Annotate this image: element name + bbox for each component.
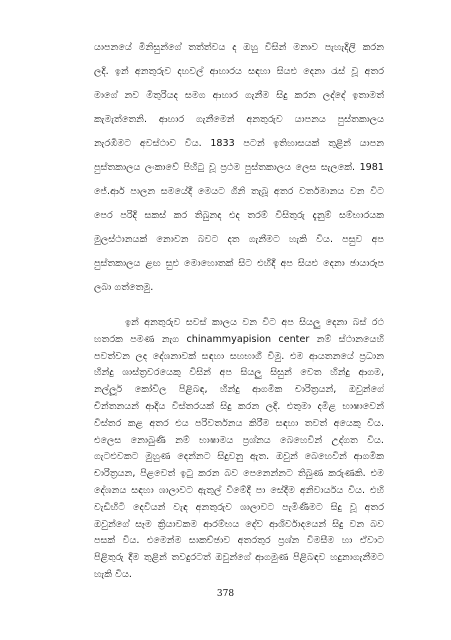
paragraph-line: පිළිතුරු දීම තුළින් තවදුරටත් ඔවුන්ගේ ආගමුණ පිළිබඳව හදුනාගැනීමට — [94, 552, 384, 564]
paragraph-line: පවත්වන ලද දේශනාවක් සඳහා සහභාගී වීමු. එම ආයතනයේ ප්‍රධාන — [94, 350, 384, 362]
paragraph-line: නැරඹීමට අවස්ථාව විය. 1833 පටන් ඉතිහාසයක් තුළින් යාපන — [94, 138, 384, 149]
paragraph-line: විස්තර කළ අතර එය පරිවර්තනය කිරීම සඳහා තවත් අයෙකු විය. — [94, 417, 384, 429]
paragraph-line: ජේ.ආර් පාලන සමයේදී මෙයට ගිනි තැබූ අතර වර්තමානය වන විට — [94, 186, 384, 197]
paragraph-line: යාපනයේ මිනිසුන්ගේ තත්ත්වය ද ඔහු විසින් මනාව පැහැදිලි කරන — [94, 42, 384, 53]
paragraph-line: ලදි. ඉන් අනතුරුව දහවල් ආහාරය සඳහා සියළු දෙනා රැස් වූ අතර — [94, 66, 384, 77]
paragraph-line: ලබා ගත්තෙමු. — [94, 282, 154, 293]
paragraph-line: පුස්තකාලය ලංකාවේ පිහිටු වූ ප්‍රථම පුස්තකාලය ලෙස සැලකේ. 1981 — [94, 162, 384, 173]
paragraph-line: කැමැත්තෙනි. ආහාර ගැනීමෙන් අනතුරුව යාපනය පුස්තකාලය — [94, 114, 384, 125]
paragraph-line: පුස්තකාලය ළඟ සුළු මොහොතක් සිට එහිදී අප සියළු දෙනා ඡායාරූප — [94, 258, 384, 269]
paragraph-line: මුලස්ථානයක් නොවන බවට දත ගැනීමට හැකි විය. පසුව අප — [94, 234, 384, 245]
paragraph-line: ඔවුන්ගේ සෑම ක්‍රියාවකම ආරම්භය දේව ආශිර්වාදයෙන් සිදු වන බව — [94, 518, 384, 530]
paragraph-line: එලෙස නොබුණි නම් භාෂාමය ප්‍රශ්නය බෙහෙවින් උද්ගත විය. — [94, 434, 384, 446]
page-number: 378 — [216, 589, 235, 599]
paragraph-line: චාරිත්‍රයන, පිළවෙත් ඉටු කරන බව පෙනෙන්නට තිබුණ කරුණකි. එම — [94, 468, 384, 480]
paragraph-line: වැඩිහිටි දෙවියන් වැඳ අනතුරුව ශාලාවට පැමිණීමට සිදු වූ අතර — [94, 501, 384, 513]
paragraph-line: ඉන් අනතුරුව සවස් කාලය වන විට අප සියලු දෙනා බස් රථ — [125, 317, 384, 328]
paragraph-line: නල්ලූර් කෝවිල පිළිබඳ, හින්දු ආගමික චාරිත්‍රයන්, ඔවුන්ගේ — [94, 384, 384, 396]
paragraph-line: දේශනය සඳහා ශාලාවට ඇතුල් වීමේදී පා සේදීම අනිවාර්යය විය. එහි — [94, 485, 384, 496]
paragraph-line: පසක් විය. එමෙන්ම සාකච්ඡාව අතරතුර ප්‍රශ්න විමසීම හා ඒවාට — [94, 535, 384, 547]
paragraph-line: හැකි විය. — [94, 569, 132, 580]
paragraph-line: මාගේ නව මිතුරියද සමග ආහාර ගැනීම සිදු කරන ලද්දේ ඉතාමත් — [94, 90, 384, 101]
paragraph-line: හින්දු ශාස්ත්‍රවරයෙකු විසින් අප සියලු සිසුන් වෙත හින්දු ආගම, — [94, 367, 384, 379]
paragraph-line: හතරක පමණ නැග chinammyapision center නම් ස්ථානයෙහි — [94, 333, 384, 345]
paragraph-line: ගැටළුවකට මුහුණ දෙන්නට සිදුවනු ඇත. ඔවුන් බෙහෙවින් ආගමික — [94, 451, 384, 463]
paragraph-line: පෙර පරිදි සකස් කර තිබුනද එද තරම් විසිතුරු දැනුම් සම්භාරයක — [94, 210, 384, 221]
paragraph-line: චින්තනයන් ආදිය විස්තරයක් සිදු කරන ලදි. එතුමා දමිළ භාෂාවෙන් — [94, 401, 384, 412]
